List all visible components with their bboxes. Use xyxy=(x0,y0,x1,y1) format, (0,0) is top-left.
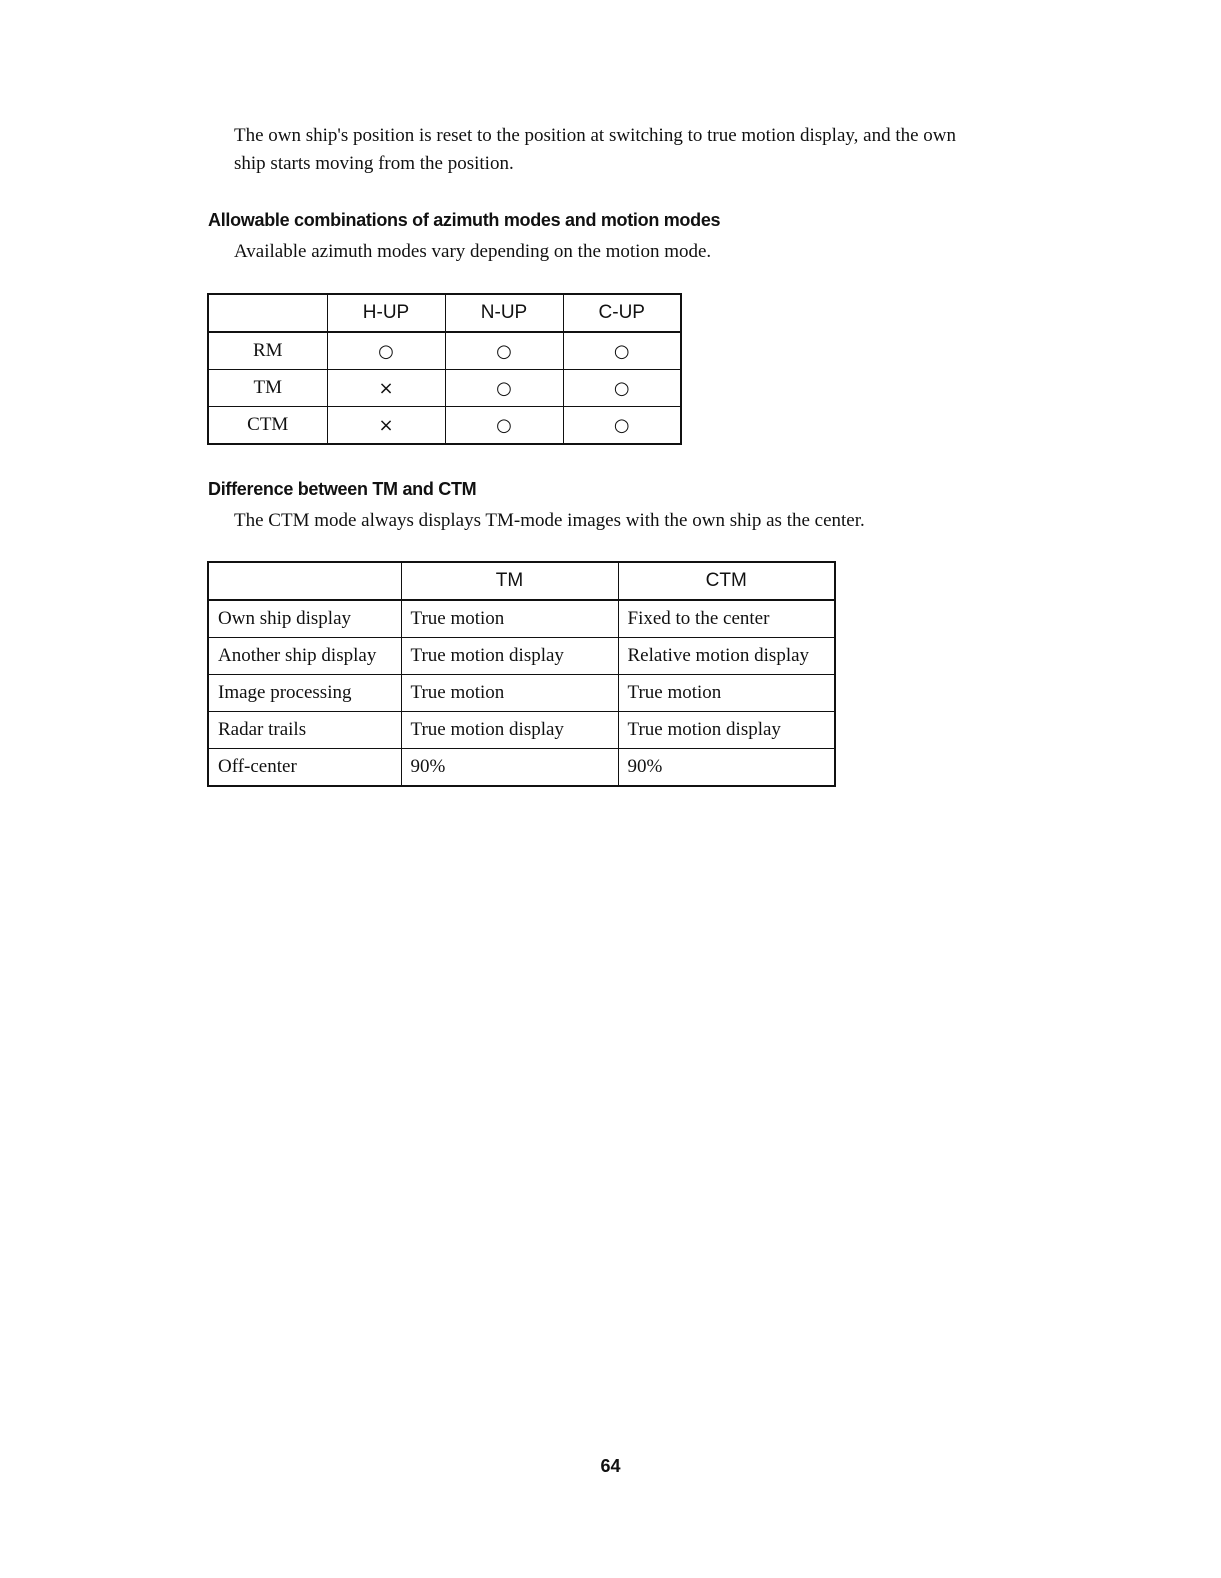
table-cell: True motion xyxy=(618,675,835,712)
table-cell: ○ xyxy=(445,370,563,407)
table-cell: True motion display xyxy=(618,712,835,749)
table-row xyxy=(208,600,835,638)
combinations-table xyxy=(207,293,682,445)
table-cell: True motion xyxy=(401,600,618,638)
table-cell: True motion xyxy=(401,675,618,712)
table-cell: ○ xyxy=(327,332,445,370)
section-text-difference: The CTM mode always displays TM-mode images with the own ship as the center. xyxy=(234,510,865,531)
section-heading-difference: Difference between TM and CTM xyxy=(208,479,477,499)
table-row xyxy=(208,638,835,675)
row-label: TM xyxy=(208,370,327,407)
table-header-cell xyxy=(208,562,401,600)
table-cell: ○ xyxy=(563,332,681,370)
table-row xyxy=(208,332,681,370)
intro-line-2: ship starts moving from the position. xyxy=(234,153,514,174)
table-cell: True motion display xyxy=(401,712,618,749)
table-cell: × xyxy=(327,407,445,445)
table-header-cell: CTM xyxy=(618,562,835,600)
row-label: RM xyxy=(208,332,327,370)
table-cell: ○ xyxy=(445,332,563,370)
table-row xyxy=(208,370,681,407)
table-header-row xyxy=(208,294,681,332)
table-cell: Fixed to the center xyxy=(618,600,835,638)
row-label: Image processing xyxy=(208,675,401,712)
table-cell: Relative motion display xyxy=(618,638,835,675)
intro-line-1: The own ship's position is reset to the position at switching to true motion display, and the own xyxy=(234,125,957,146)
table-row xyxy=(208,407,681,445)
table-row xyxy=(208,749,835,787)
table-header-cell xyxy=(208,294,327,332)
section-heading-combinations: Allowable combinations of azimuth modes and motion modes xyxy=(208,210,721,230)
section-text-combinations: Available azimuth modes vary depending on the motion mode. xyxy=(234,241,712,262)
table-cell: ○ xyxy=(563,370,681,407)
row-label: CTM xyxy=(208,407,327,445)
row-label: Off-center xyxy=(208,749,401,787)
table-cell: 90% xyxy=(618,749,835,787)
row-label: Own ship display xyxy=(208,600,401,638)
row-label: Radar trails xyxy=(208,712,401,749)
table-cell: × xyxy=(327,370,445,407)
table-row xyxy=(208,712,835,749)
table-header-cell: C-UP xyxy=(563,294,681,332)
table-row xyxy=(208,675,835,712)
page-number: 64 xyxy=(600,1456,621,1476)
table-header-cell: TM xyxy=(401,562,618,600)
table-cell: 90% xyxy=(401,749,618,787)
table-header-cell: N-UP xyxy=(445,294,563,332)
table-header-row xyxy=(208,562,835,600)
row-label: Another ship display xyxy=(208,638,401,675)
table-cell: ○ xyxy=(563,407,681,445)
table-cell: ○ xyxy=(445,407,563,445)
table-header-cell: H-UP xyxy=(327,294,445,332)
difference-table xyxy=(207,561,836,787)
table-cell: True motion display xyxy=(401,638,618,675)
